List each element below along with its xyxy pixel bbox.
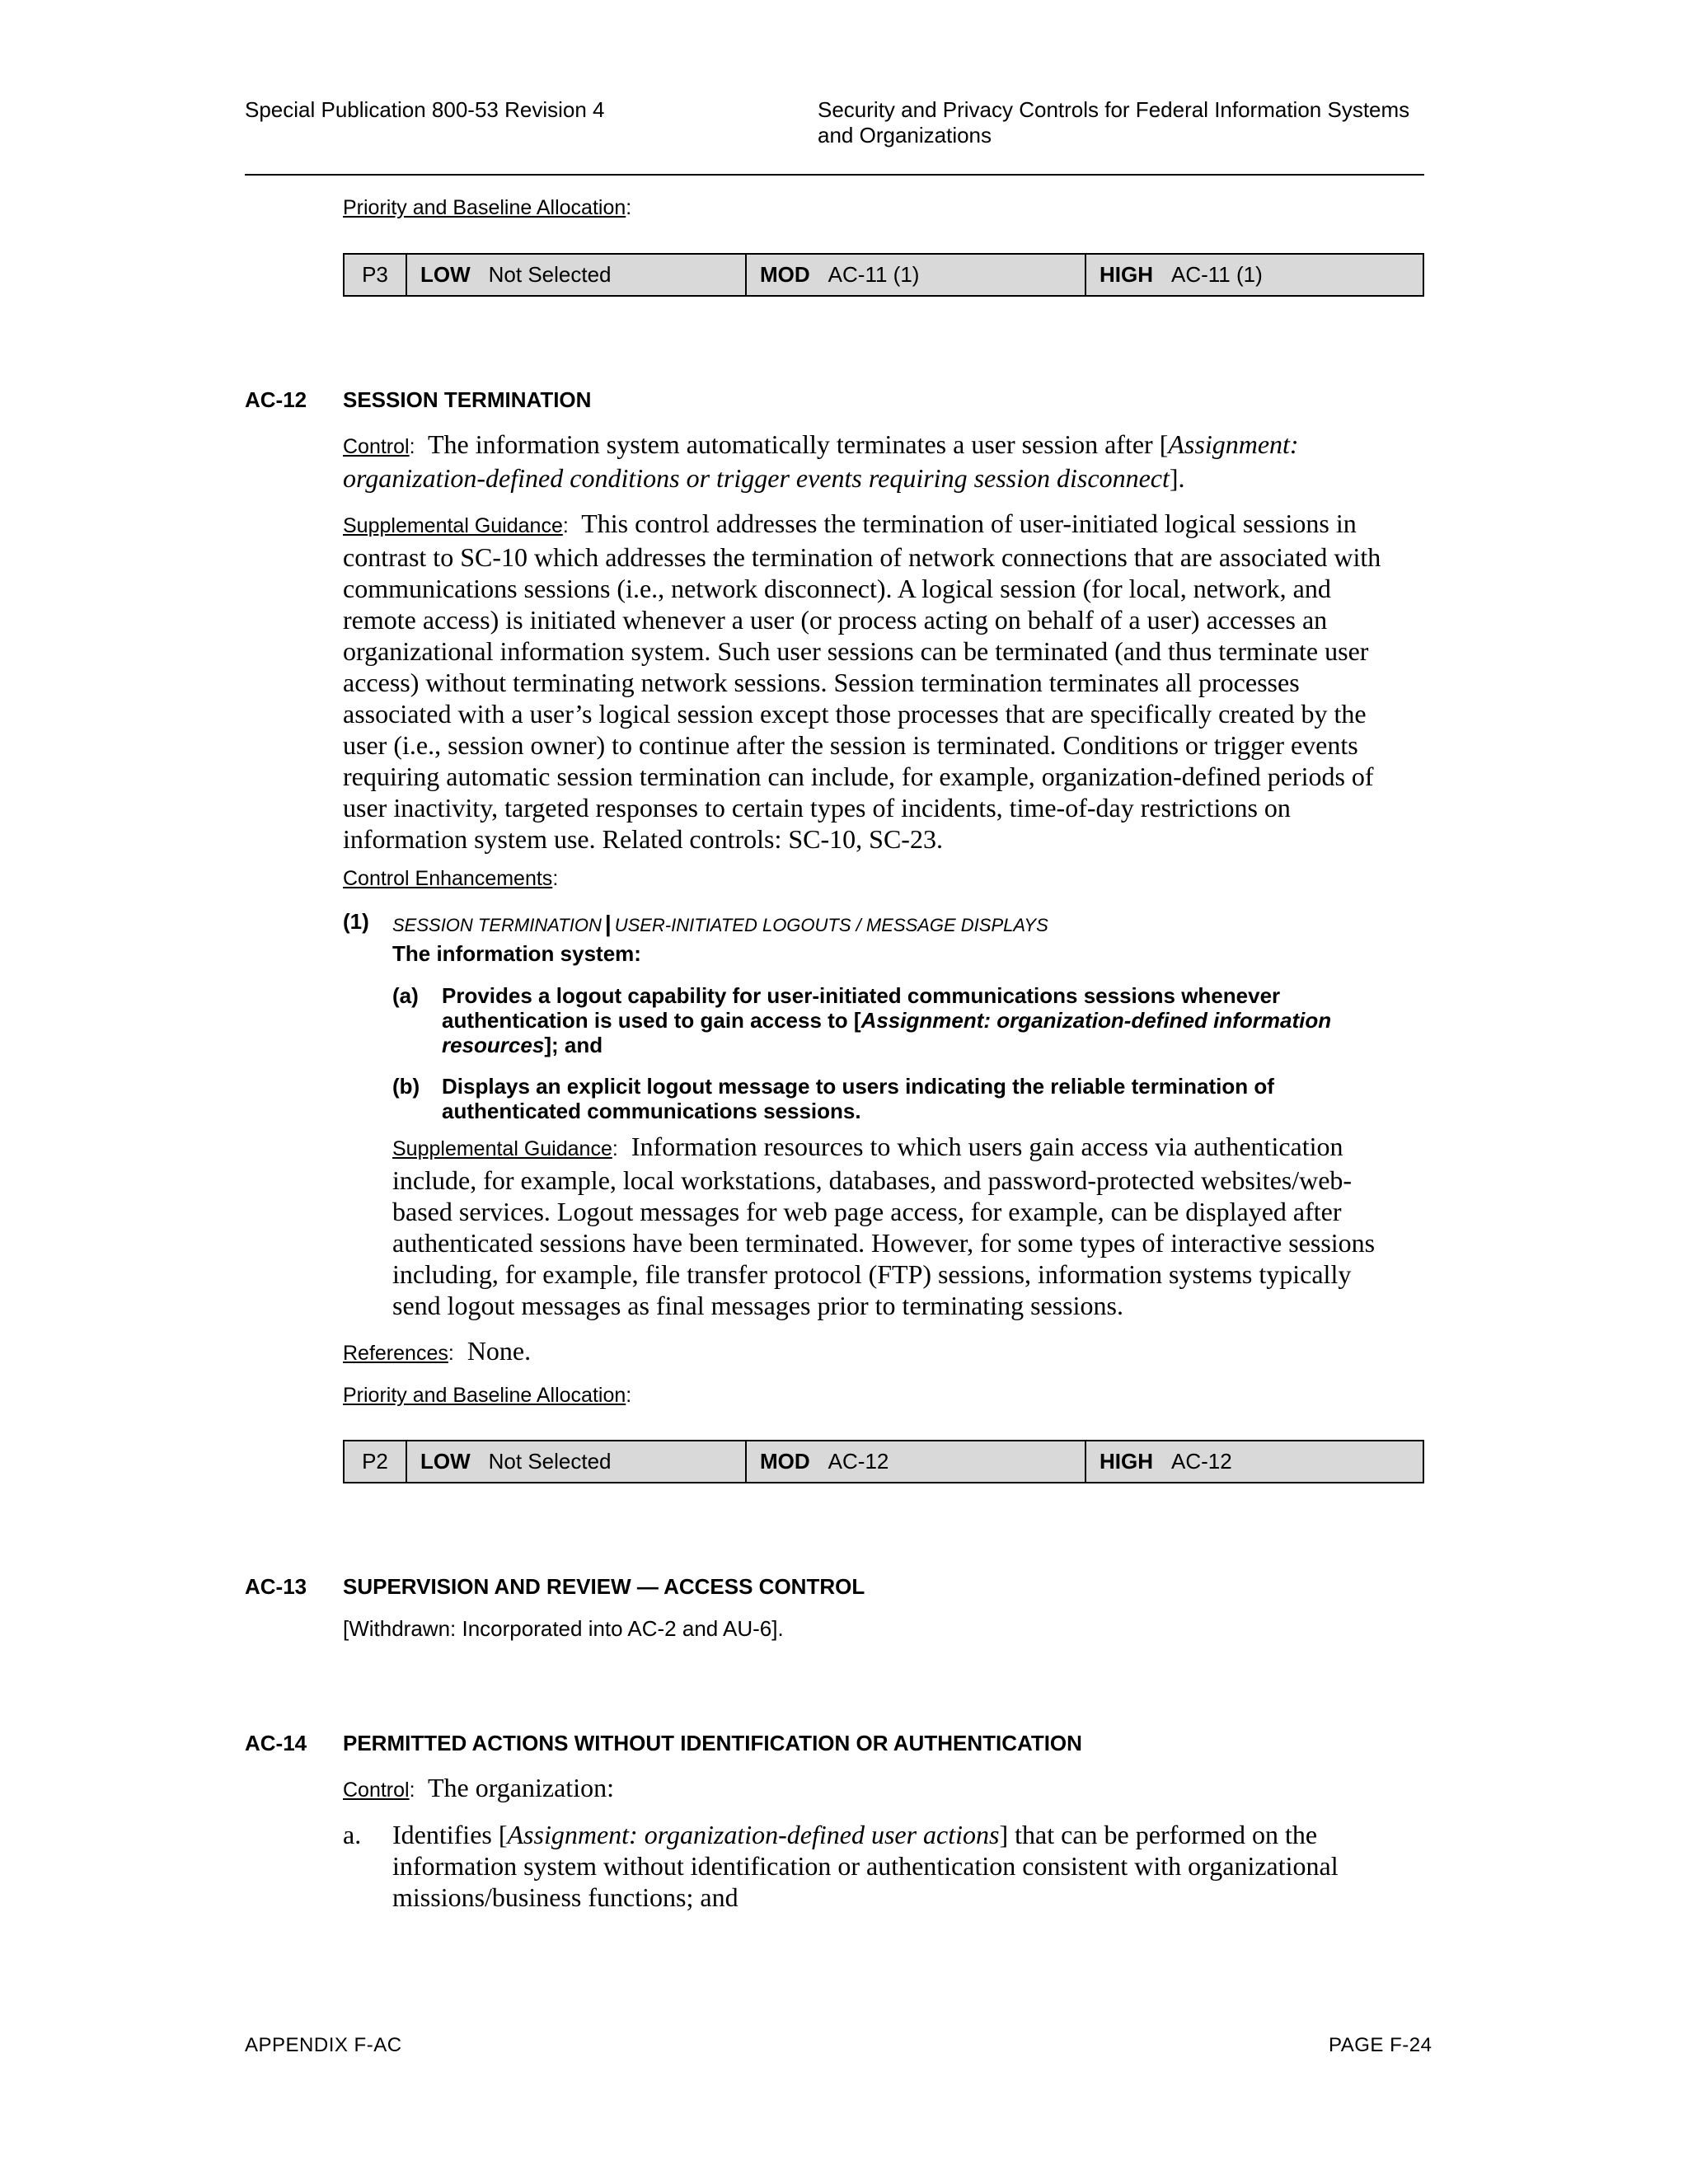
enhancement-title bbox=[392, 911, 1048, 937]
references-label: References bbox=[343, 1342, 448, 1365]
mod-label: MOD bbox=[760, 262, 810, 287]
low-cell bbox=[407, 1441, 747, 1482]
control-text: The information system automatically terminates a user session after [ bbox=[427, 429, 1169, 459]
enhancement-title-b: USER-INITIATED LOGOUTS / MESSAGE DISPLAYS bbox=[614, 915, 1048, 935]
header-publication: Special Publication 800-53 Revision 4 bbox=[245, 97, 605, 122]
enhancement-num: (1) bbox=[343, 909, 369, 934]
item-a-text bbox=[442, 983, 1431, 1057]
guidance-line: user (i.e., session owner) to continue after the session is terminated. Conditions or trigger events bbox=[343, 730, 1358, 760]
high-cell bbox=[1086, 255, 1423, 295]
guidance-line: authenticated sessions have been terminated. However, for some types of interactive sessions bbox=[392, 1228, 1376, 1258]
colon: : bbox=[626, 196, 632, 219]
section-title-ac13: SUPERVISION AND REVIEW — ACCESS CONTROL bbox=[343, 1574, 865, 1599]
low-cell bbox=[407, 255, 747, 295]
baseline-table-ac12 bbox=[343, 1440, 1424, 1483]
baseline-table-ac11 bbox=[343, 253, 1424, 297]
guidance-line: requiring automatic session termination can include, for example, organization-defined periods of bbox=[343, 762, 1374, 791]
control-text-end: ]. bbox=[1169, 463, 1185, 493]
enhancement-number bbox=[343, 909, 369, 934]
guidance-line: organizational information system. Such user sessions can be terminated (and thus terminate user bbox=[343, 636, 1369, 666]
section-title-ac14: PERMITTED ACTIONS WITHOUT IDENTIFICATION OR AUTHENTICATION bbox=[343, 1731, 1082, 1755]
section-title-ac12: SESSION TERMINATION bbox=[343, 387, 592, 412]
item-b-line2: authenticated communications sessions. bbox=[442, 1099, 861, 1123]
high-value: AC-12 bbox=[1171, 1449, 1232, 1474]
control-enhancements-heading bbox=[343, 867, 558, 891]
control-label: Control bbox=[343, 435, 410, 458]
low-value: Not Selected bbox=[488, 1449, 612, 1474]
priority-baseline-label: Priority and Baseline Allocation bbox=[343, 196, 626, 219]
guidance-line: including, for example, file transfer protocol (FTP) sessions, information systems typically bbox=[392, 1259, 1352, 1289]
priority-cell: P2 bbox=[345, 1441, 407, 1482]
high-value: AC-11 (1) bbox=[1171, 262, 1263, 287]
header-title-line1: Security and Privacy Controls for Federal Information Systems bbox=[818, 97, 1410, 122]
guidance-line: access) without terminating network sessions. Session termination terminates all processes bbox=[343, 668, 1300, 697]
guidance-line: user inactivity, targeted responses to certain types of incidents, time-of-day restrictions on bbox=[343, 793, 1291, 823]
section-id-ac12: AC-12 bbox=[245, 387, 307, 412]
ac14-item-a-marker: a. bbox=[343, 1820, 362, 1849]
guidance-line: communications sessions (i.e., network disconnect). A logical session (for local, network, and bbox=[343, 574, 1331, 603]
mod-cell bbox=[747, 1441, 1086, 1482]
item-a-line2: information system without identification or authentication consistent with organizational bbox=[392, 1851, 1339, 1881]
guidance-label: Supplemental Guidance bbox=[392, 1137, 612, 1160]
item-a-assignment: Assignment: organization-defined information bbox=[860, 1008, 1332, 1033]
item-b-marker: (b) bbox=[392, 1074, 420, 1099]
mod-label: MOD bbox=[760, 1449, 810, 1474]
item-b-line1: Displays an explicit logout message to users indicating the reliable termination of bbox=[442, 1074, 1274, 1099]
guidance-line: send logout messages as final messages prior to terminating sessions. bbox=[392, 1291, 1123, 1320]
ac13-withdrawn: [Withdrawn: Incorporated into AC-2 and AU-6]. bbox=[343, 1616, 784, 1641]
colon: : bbox=[612, 1137, 618, 1160]
item-a-assignment: Assignment: organization-defined user actions bbox=[507, 1820, 1000, 1849]
guidance-line: contrast to SC-10 which addresses the termination of network connections that are associated with bbox=[343, 542, 1381, 572]
item-b-text bbox=[442, 1074, 1431, 1123]
header-title bbox=[818, 97, 1409, 148]
section-id-ac13: AC-13 bbox=[245, 1574, 307, 1599]
ac14-item-a-text bbox=[392, 1819, 1431, 1913]
control-label: Control bbox=[343, 1779, 410, 1802]
item-a-line1: Provides a logout capability for user-initiated communications sessions whenever bbox=[442, 983, 1281, 1008]
item-a-marker: (a) bbox=[392, 983, 419, 1008]
enhancement-title-a: SESSION TERMINATION bbox=[392, 915, 602, 935]
guidance-line: remote access) is initiated whenever a user (or process acting on behalf of a user) accesses an bbox=[343, 605, 1328, 635]
mod-value: AC-11 (1) bbox=[828, 262, 920, 287]
ac12-supplemental-guidance bbox=[343, 508, 1431, 855]
colon: : bbox=[626, 1384, 632, 1407]
low-label: LOW bbox=[420, 262, 471, 287]
ac12-control bbox=[343, 429, 1431, 494]
item-a-line3: missions/business functions; and bbox=[392, 1882, 738, 1912]
guidance-line: information system use. Related controls: SC-10, SC-23. bbox=[343, 824, 943, 854]
colon: : bbox=[562, 514, 569, 537]
enhancements-label: Control Enhancements bbox=[343, 867, 553, 890]
control-assignment-cont: organization-defined conditions or trigger events requiring session disconnect bbox=[343, 463, 1170, 493]
colon: : bbox=[448, 1342, 454, 1365]
mod-value: AC-12 bbox=[828, 1449, 889, 1474]
guidance-line: Information resources to which users gain access via authentication bbox=[631, 1132, 1343, 1161]
high-cell bbox=[1086, 1441, 1423, 1482]
priority-baseline-heading-top bbox=[343, 196, 631, 220]
header-title-line2: and Organizations bbox=[818, 123, 992, 148]
mod-cell bbox=[747, 255, 1086, 295]
priority-baseline-label: Priority and Baseline Allocation bbox=[343, 1384, 626, 1407]
colon: : bbox=[409, 1779, 415, 1802]
guidance-line: This control addresses the termination of user-initiated logical sessions in bbox=[581, 509, 1357, 538]
control-text: The organization: bbox=[427, 1773, 614, 1802]
section-id-ac14: AC-14 bbox=[245, 1731, 307, 1755]
item-a-assignment-cont: resources bbox=[442, 1033, 545, 1057]
enhancement-separator: | bbox=[604, 911, 612, 936]
enhancement-supplemental-guidance bbox=[392, 1131, 1431, 1321]
references-text: None. bbox=[467, 1336, 532, 1366]
low-label: LOW bbox=[420, 1449, 471, 1474]
priority-cell: P3 bbox=[345, 255, 407, 295]
guidance-line: associated with a user’s logical session except those processes that are specifically created by the bbox=[343, 699, 1367, 729]
item-a-line3: ]; and bbox=[544, 1033, 603, 1057]
ac14-control bbox=[343, 1772, 614, 1806]
high-label: HIGH bbox=[1100, 262, 1153, 287]
references bbox=[343, 1335, 531, 1369]
item-a-pre: Identifies [ bbox=[392, 1820, 508, 1849]
guidance-line: include, for example, local workstations, databases, and password-protected websites/web- bbox=[392, 1165, 1353, 1195]
colon: : bbox=[409, 435, 415, 458]
guidance-label: Supplemental Guidance bbox=[343, 514, 563, 537]
item-a-post: ] that can be performed on the bbox=[999, 1820, 1318, 1849]
footer-page-number: PAGE F-24 bbox=[1329, 2034, 1432, 2056]
high-label: HIGH bbox=[1100, 1449, 1153, 1474]
enhancement-intro: The information system: bbox=[392, 941, 641, 966]
guidance-line: based services. Logout messages for web page access, for example, can be displayed after bbox=[392, 1197, 1342, 1226]
footer-appendix: APPENDIX F-AC bbox=[245, 2034, 402, 2056]
low-value: Not Selected bbox=[488, 262, 612, 287]
colon: : bbox=[552, 867, 559, 890]
control-assignment: Assignment: bbox=[1168, 429, 1299, 459]
item-a-line2: authentication is used to gain access to [ bbox=[442, 1008, 861, 1033]
header-divider bbox=[245, 174, 1424, 176]
priority-baseline-heading-ac12 bbox=[343, 1384, 631, 1408]
